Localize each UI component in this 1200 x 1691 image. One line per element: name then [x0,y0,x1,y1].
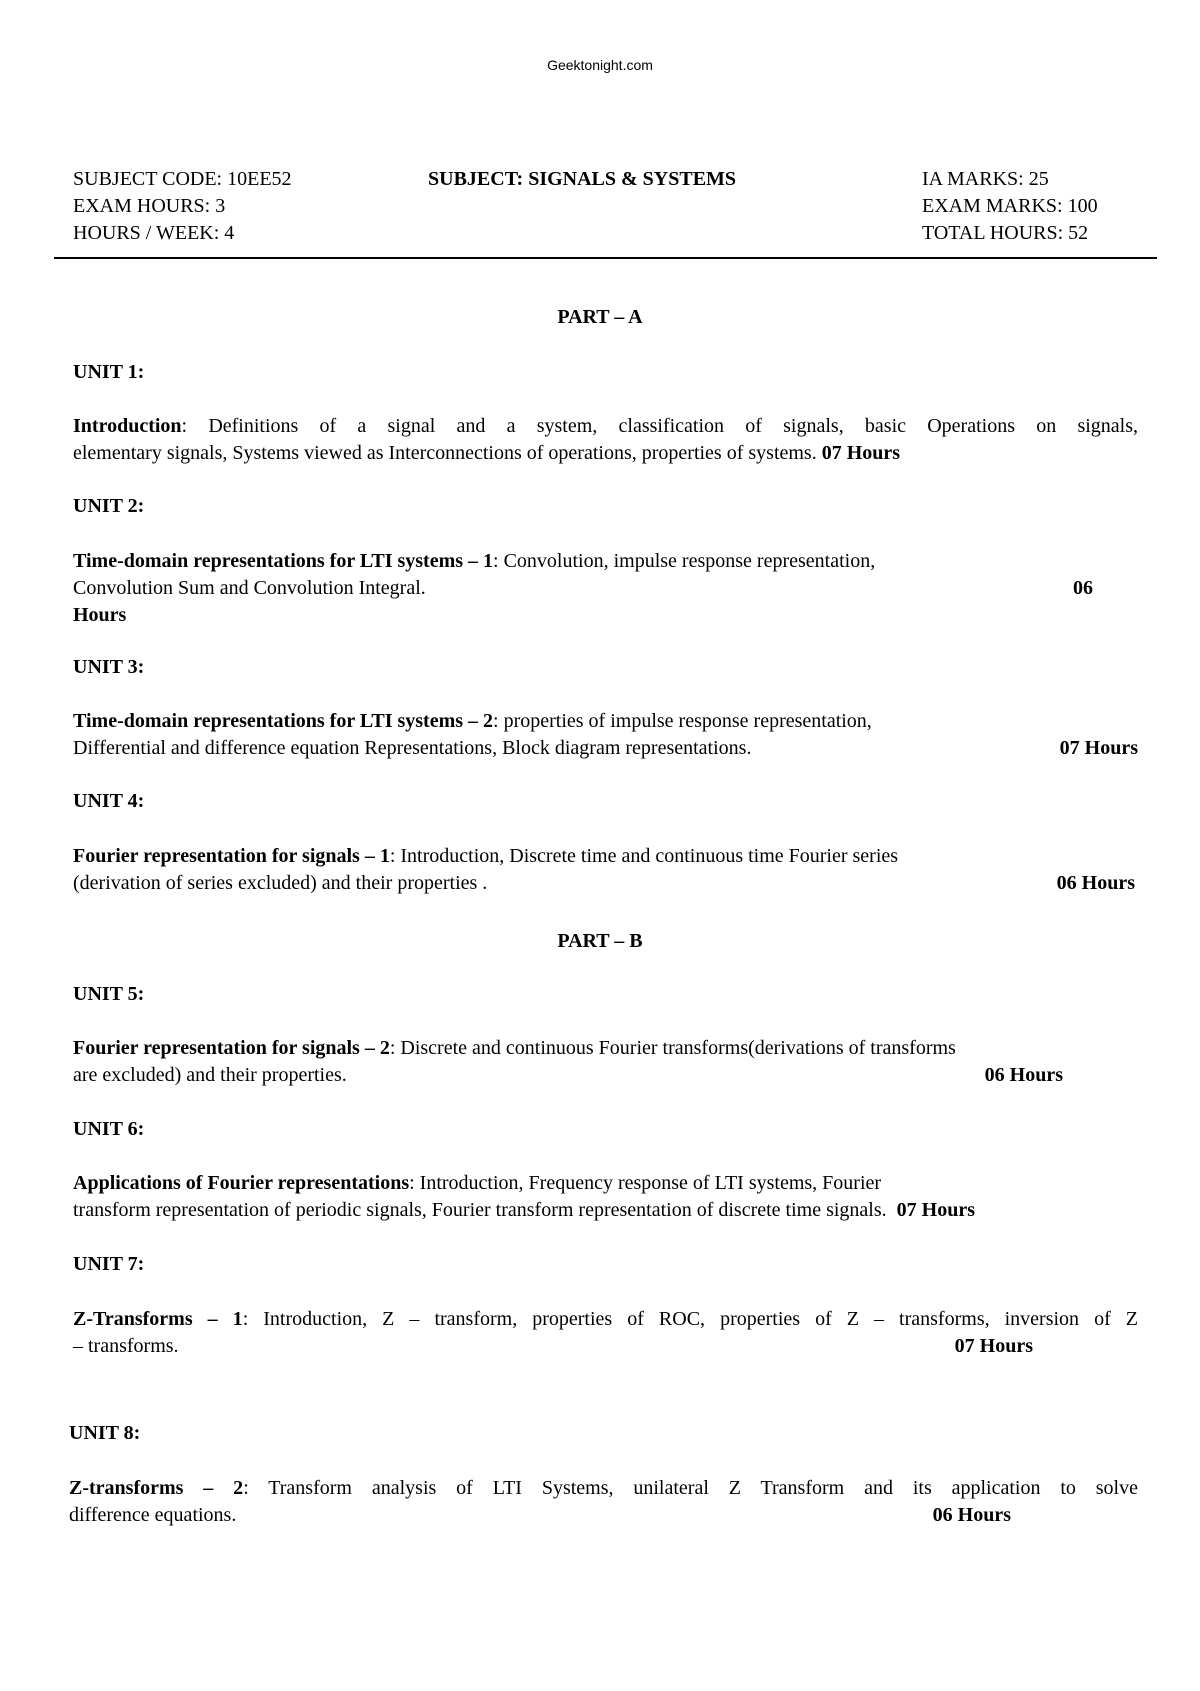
unit-2-line1 [73,548,1093,575]
unit-5-line2 [73,1062,1063,1089]
unit-2-line1-rest: : Convolution, impulse response representation, [493,550,876,572]
unit-7-line1-rest: : Introduction, Z – transform, properties of ROC, properties of Z – transforms, inversion of Z [242,1308,1138,1330]
unit-4-description [73,843,1135,897]
unit-2-title: UNIT 2: [73,495,145,517]
unit-6-line2 [73,1197,1138,1224]
subject-code: SUBJECT CODE: 10EE52 [73,168,292,190]
unit-5-lead: Fourier representation for signals – 2 [73,1037,390,1059]
unit-1-description [73,413,1138,467]
unit-7-line2 [73,1333,1033,1360]
unit-8-title: UNIT 8: [69,1422,141,1444]
unit-4-line2 [73,870,1135,897]
site-watermark: Geektonight.com [547,57,653,73]
header-divider [54,257,1157,259]
unit-6-line2-text: transform representation of periodic signals, Fourier transform representation of discrete time signals. [73,1199,887,1221]
unit-6-description [73,1170,1138,1224]
unit-5-hours: 06 Hours [984,1064,1063,1086]
hours-per-week: HOURS / WEEK: 4 [73,222,235,244]
total-hours: TOTAL HOURS: 52 [922,222,1089,244]
unit-2-description [73,548,1093,629]
unit-1-line2 [73,440,1138,467]
unit-5-description [73,1035,1063,1089]
unit-5-line1 [73,1035,1063,1062]
unit-7-description [73,1306,1138,1360]
unit-2-lead: Time-domain representations for LTI systems – 1 [73,550,494,572]
unit-2-line2-text: Convolution Sum and Convolution Integral. [73,577,426,599]
unit-7-line2-text: – transforms. [73,1335,179,1357]
unit-1-line2-text: elementary signals, Systems viewed as Interconnections of operations, properties of systems. [73,442,817,464]
unit-7-lead: Z-Transforms – 1 [73,1308,243,1330]
unit-2-hours-label: Hours [73,604,127,626]
unit-8-line1 [69,1475,1138,1502]
unit-3-description [73,708,1138,762]
unit-3-line1-rest: : properties of impulse response representation, [493,710,872,732]
header-left-block [73,166,292,247]
unit-1-lead: Introduction [73,415,182,437]
unit-8-line1-rest: : Transform analysis of LTI Systems, unilateral Z Transform and its application to solve [243,1477,1138,1499]
unit-1-title: UNIT 1: [73,361,145,383]
unit-3-lead: Time-domain representations for LTI systems – 2 [73,710,494,732]
unit-6-title: UNIT 6: [73,1118,145,1140]
unit-3-line2-text: Differential and difference equation Representations, Block diagram representations. [73,737,752,759]
unit-7-hours: 07 Hours [954,1335,1033,1357]
unit-5-title: UNIT 5: [73,983,145,1005]
part-a-heading: PART – A [557,306,643,328]
unit-1-hours: 07 Hours [821,442,901,464]
unit-3-hours: 07 Hours [1059,737,1138,759]
header-right-block [922,166,1098,247]
unit-8-lead: Z-transforms – 2 [69,1477,244,1499]
unit-6-lead: Applications of Fourier representations [73,1172,410,1194]
unit-4-hours: 06 Hours [1056,872,1135,894]
ia-marks: IA MARKS: 25 [922,168,1049,190]
unit-2-hours-number: 06 [1073,577,1093,599]
part-b-heading: PART – B [557,930,643,952]
unit-2-line2 [73,575,1093,602]
unit-6-hours: 07 Hours [896,1199,975,1221]
subject-title: SUBJECT: SIGNALS & SYSTEMS [428,168,737,190]
unit-7-line1 [73,1306,1138,1333]
unit-6-line1-rest: : Introduction, Frequency response of LTI systems, Fourier [409,1172,882,1194]
unit-4-lead: Fourier representation for signals – 1 [73,845,390,867]
exam-hours: EXAM HOURS: 3 [73,195,226,217]
unit-8-hours: 06 Hours [932,1504,1011,1526]
unit-3-title: UNIT 3: [73,656,145,678]
unit-4-line1 [73,843,1135,870]
unit-5-line2-text: are excluded) and their properties. [73,1064,347,1086]
unit-8-description [69,1475,1138,1529]
unit-4-line2-text: (derivation of series excluded) and their properties . [73,872,488,894]
unit-8-line2-text: difference equations. [69,1504,237,1526]
unit-8-line2 [69,1502,1011,1529]
unit-3-line1 [73,708,1138,735]
unit-3-line2 [73,735,1138,762]
unit-6-line1 [73,1170,1138,1197]
exam-marks: EXAM MARKS: 100 [922,195,1098,217]
unit-1-line1 [73,413,1138,440]
unit-5-line1-rest: : Discrete and continuous Fourier transforms(derivations of transforms [389,1037,956,1059]
unit-7-title: UNIT 7: [73,1253,145,1275]
unit-1-line1-rest: : Definitions of a signal and a system, classification of signals, basic Operations on signals, [181,415,1138,437]
unit-4-title: UNIT 4: [73,790,145,812]
unit-4-line1-rest: : Introduction, Discrete time and continuous time Fourier series [389,845,899,867]
